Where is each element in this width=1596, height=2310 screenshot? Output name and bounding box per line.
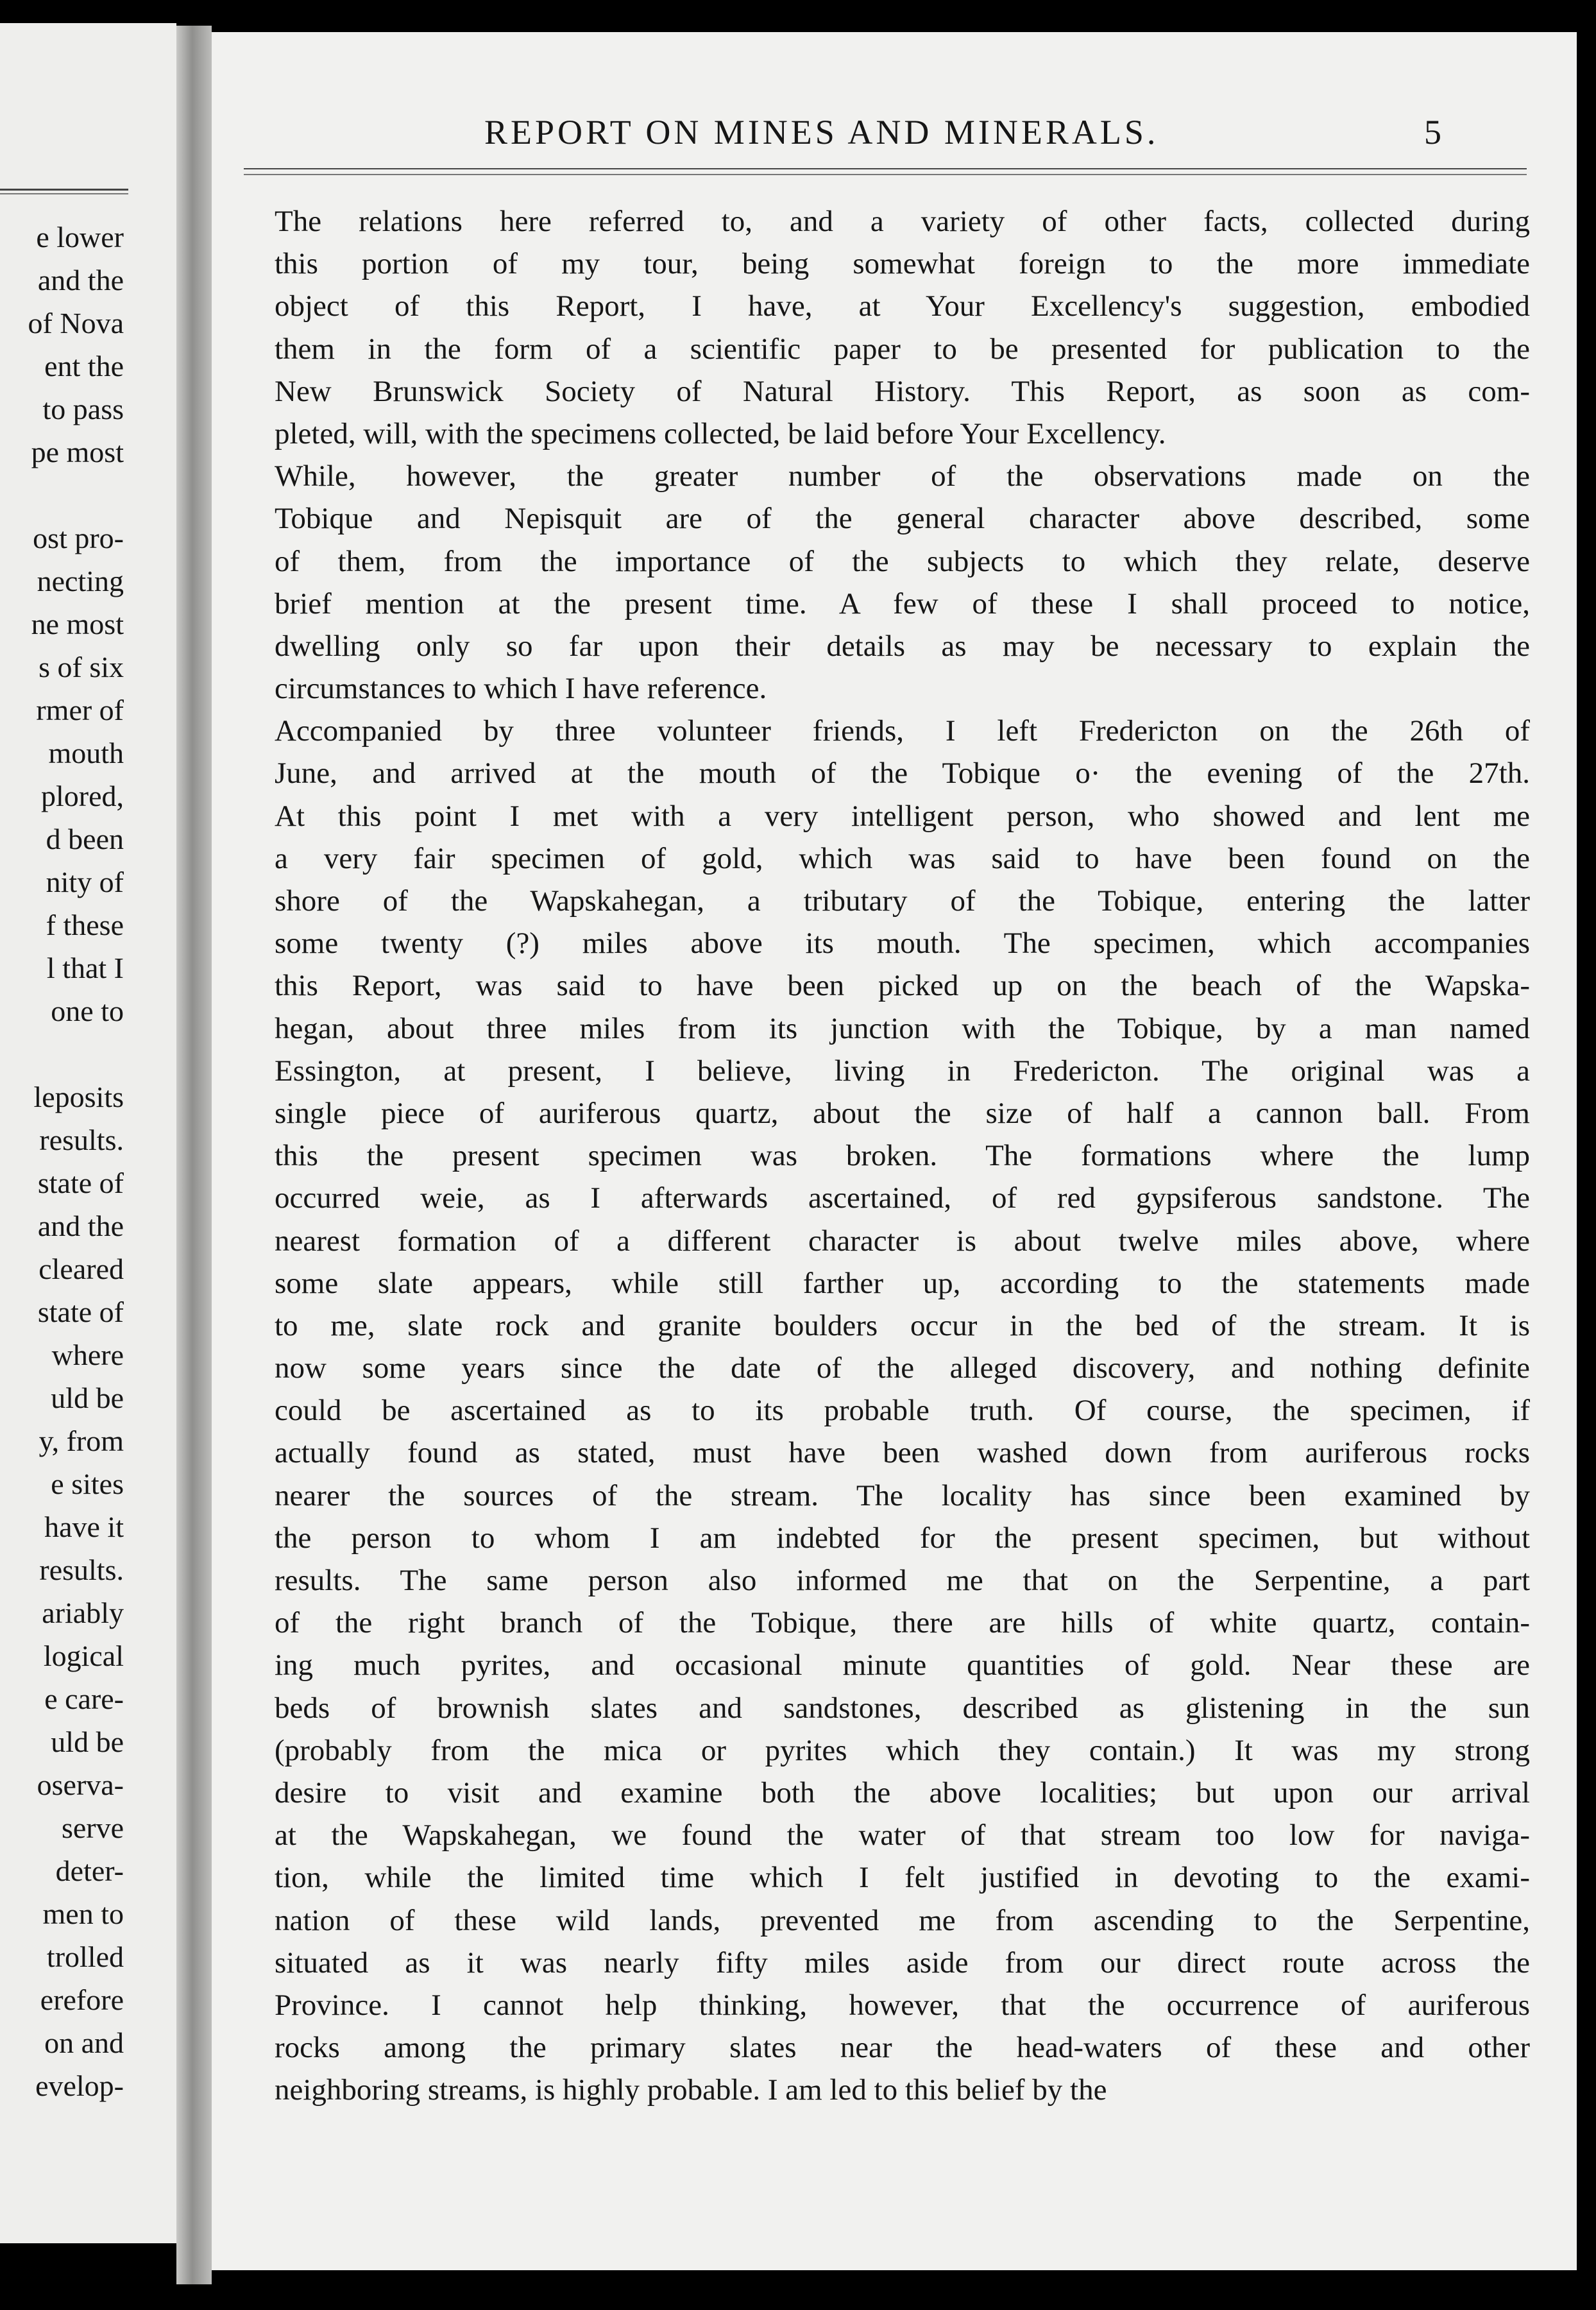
text-line: rocks among the primary slates near the head-waters of these and other: [275, 2031, 1530, 2065]
running-head: [212, 112, 1577, 164]
left-page-line: d been: [46, 823, 124, 855]
left-page-line: and the: [37, 264, 124, 296]
left-page-line: oserva-: [37, 1768, 124, 1801]
text-line: some twenty (?) miles above its mouth. The specimen, which accompanies: [275, 927, 1530, 961]
left-page-line: ariably: [42, 1596, 124, 1629]
left-page-line: have it: [44, 1510, 124, 1543]
text-line: of them, from the importance of the subjects to which they relate, deserve: [275, 544, 1530, 578]
left-page-line: results.: [39, 1124, 124, 1156]
left-page-line: ost pro-: [33, 522, 124, 554]
left-page-line: erefore: [40, 1983, 124, 2016]
paragraph: [237, 710, 1530, 2111]
left-page-line: mouth: [48, 737, 124, 769]
text-line: circumstances to which I have reference.: [275, 672, 767, 706]
text-line: at the Wapskahegan, we found the water of that stream too low for naviga-: [275, 1818, 1530, 1852]
left-page-line: l that I: [46, 952, 124, 984]
text-line: this the present specimen was broken. The formations where the lump: [275, 1139, 1530, 1173]
left-page-line: cleared: [38, 1253, 124, 1285]
left-page-line: on and: [44, 2026, 124, 2059]
text-line: results. The same person also informed me that on the Serpentine, a part: [275, 1564, 1530, 1597]
head-rule: [244, 168, 1527, 169]
text-line: actually found as stated, must have been washed down from auriferous rocks: [275, 1436, 1530, 1470]
text-line: to me, slate rock and granite boulders occur in the bed of the stream. It is: [275, 1308, 1530, 1342]
paragraph: [237, 200, 1530, 455]
left-page-line: serve: [61, 1811, 124, 1844]
left-page-line: y, from: [38, 1425, 124, 1457]
text-line: some slate appears, while still farther up, according to the statements made: [275, 1266, 1530, 1300]
text-line: single piece of auriferous quartz, about the size of half a cannon ball. From: [275, 1096, 1530, 1130]
text-line: object of this Report, I have, at Your Excellency's suggestion, embodied: [275, 289, 1530, 323]
left-page-line: one to: [51, 995, 124, 1027]
left-page-line: state of: [37, 1167, 124, 1199]
text-line: ing much pyrites, and occasional minute quantities of gold. Near these are: [275, 1648, 1530, 1682]
text-line: shore of the Wapskahegan, a tributary of the Tobique, entering the latter: [275, 884, 1530, 918]
text-line: nearer the sources of the stream. The locality has since been examined by: [275, 1478, 1530, 1512]
text-line: June, and arrived at the mouth of the Tobique o· the evening of the 27th.: [275, 757, 1530, 791]
left-page-line: plored,: [40, 780, 124, 812]
left-page-line: e lower: [36, 221, 124, 253]
right-page: [212, 32, 1577, 2270]
page-number: 5: [1424, 113, 1441, 151]
text-line: hegan, about three miles from its junction with the Tobique, by a man named: [275, 1011, 1530, 1045]
left-page-head-rule: [0, 189, 128, 194]
left-page-line: state of: [37, 1296, 124, 1328]
text-line: occurred weie, as I afterwards ascertained, of red gypsiferous sandstone. The: [275, 1181, 1530, 1215]
text-line: this portion of my tour, being somewhat foreign to the more immediate: [275, 247, 1530, 281]
left-page-line: ne most: [31, 608, 124, 640]
left-page-line: uld be: [51, 1382, 124, 1414]
text-line: neighboring streams, is highly probable. I am led to this belief by the: [275, 2073, 1107, 2107]
text-line: At this point I met with a very intelligent person, who showed and lent me: [275, 799, 1530, 833]
left-page-line: results.: [39, 1553, 124, 1586]
left-page-line: of Nova: [28, 307, 124, 339]
text-line: situated as it was nearly fifty miles aside from our direct route across the: [275, 1946, 1530, 1980]
left-page-line: necting: [37, 565, 124, 597]
text-line: them in the form of a scientific paper to be presented for publication to the: [275, 332, 1530, 366]
paragraph: [237, 455, 1530, 710]
text-line: tion, while the limited time which I felt justified in devoting to the exami-: [275, 1861, 1530, 1895]
left-page-text-fragments: [28, 216, 124, 2107]
left-page-line: men to: [42, 1897, 124, 1930]
left-page-line: f these: [46, 909, 124, 941]
body-text: [237, 200, 1530, 2111]
text-line: The relations here referred to, and a variety of other facts, collected during: [275, 205, 1530, 238]
left-page-line: e sites: [51, 1467, 124, 1500]
text-line: Essington, at present, I believe, living in Fredericton. The original was a: [275, 1054, 1530, 1088]
text-line: Province. I cannot help thinking, however, that the occurrence of auriferous: [275, 1988, 1530, 2022]
left-page-line: e care-: [44, 1682, 124, 1715]
left-page-line: evelop-: [35, 2069, 124, 2102]
text-line: brief mention at the present time. A few of these I shall proceed to notice,: [275, 586, 1530, 620]
left-page-line: uld be: [51, 1725, 124, 1758]
left-page-line: [28, 474, 124, 517]
left-facing-page: [0, 23, 176, 2243]
left-page-line: leposits: [33, 1081, 124, 1113]
text-line: New Brunswick Society of Natural History. This Report, as soon as com-: [275, 374, 1530, 408]
running-head-title: REPORT ON MINES AND MINERALS.: [484, 113, 1159, 151]
left-page-line: trolled: [46, 1940, 124, 1973]
text-line: this Report, was said to have been picked up on the beach of the Wapska-: [275, 969, 1530, 1003]
text-line: Tobique and Nepisquit are of the general character above described, some: [275, 502, 1530, 536]
text-line: now some years since the date of the alleged discovery, and nothing definite: [275, 1351, 1530, 1385]
text-line: the person to whom I am indebted for the present specimen, but without: [275, 1521, 1530, 1555]
text-line: desire to visit and examine both the above localities; but upon our arrival: [275, 1775, 1530, 1810]
left-page-line: logical: [43, 1639, 124, 1672]
text-line: (probably from the mica or pyrites which they contain.) It was my strong: [275, 1733, 1530, 1767]
text-line: Accompanied by three volunteer friends, I left Fredericton on the 26th of: [275, 714, 1530, 748]
left-page-line: and the: [37, 1210, 124, 1242]
left-page-line: [28, 1032, 124, 1075]
text-line: pleted, will, with the specimens collected, be laid before Your Excellency.: [275, 416, 1166, 450]
left-page-line: deter-: [55, 1854, 124, 1887]
text-line: could be ascertained as to its probable truth. Of course, the specimen, if: [275, 1394, 1530, 1428]
left-page-line: rmer of: [36, 694, 124, 726]
left-page-line: s of six: [38, 651, 124, 683]
left-page-line: to pass: [42, 393, 124, 425]
text-line: nation of these wild lands, prevented me from ascending to the Serpentine,: [275, 1903, 1530, 1937]
book-gutter: [176, 26, 212, 2284]
left-page-line: pe most: [31, 436, 124, 468]
text-line: While, however, the greater number of the observations made on the: [275, 459, 1530, 493]
text-line: nearest formation of a different character is about twelve miles above, where: [275, 1224, 1530, 1258]
text-line: a very fair specimen of gold, which was said to have been found on the: [275, 841, 1530, 875]
left-page-line: ent the: [44, 350, 124, 382]
left-page-line: nity of: [46, 866, 124, 898]
text-line: beds of brownish slates and sandstones, described as glistening in the sun: [275, 1691, 1530, 1725]
left-page-line: where: [51, 1339, 124, 1371]
text-line: of the right branch of the Tobique, there are hills of white quartz, contain-: [275, 1606, 1530, 1640]
text-line: dwelling only so far upon their details as may be necessary to explain the: [275, 629, 1530, 663]
